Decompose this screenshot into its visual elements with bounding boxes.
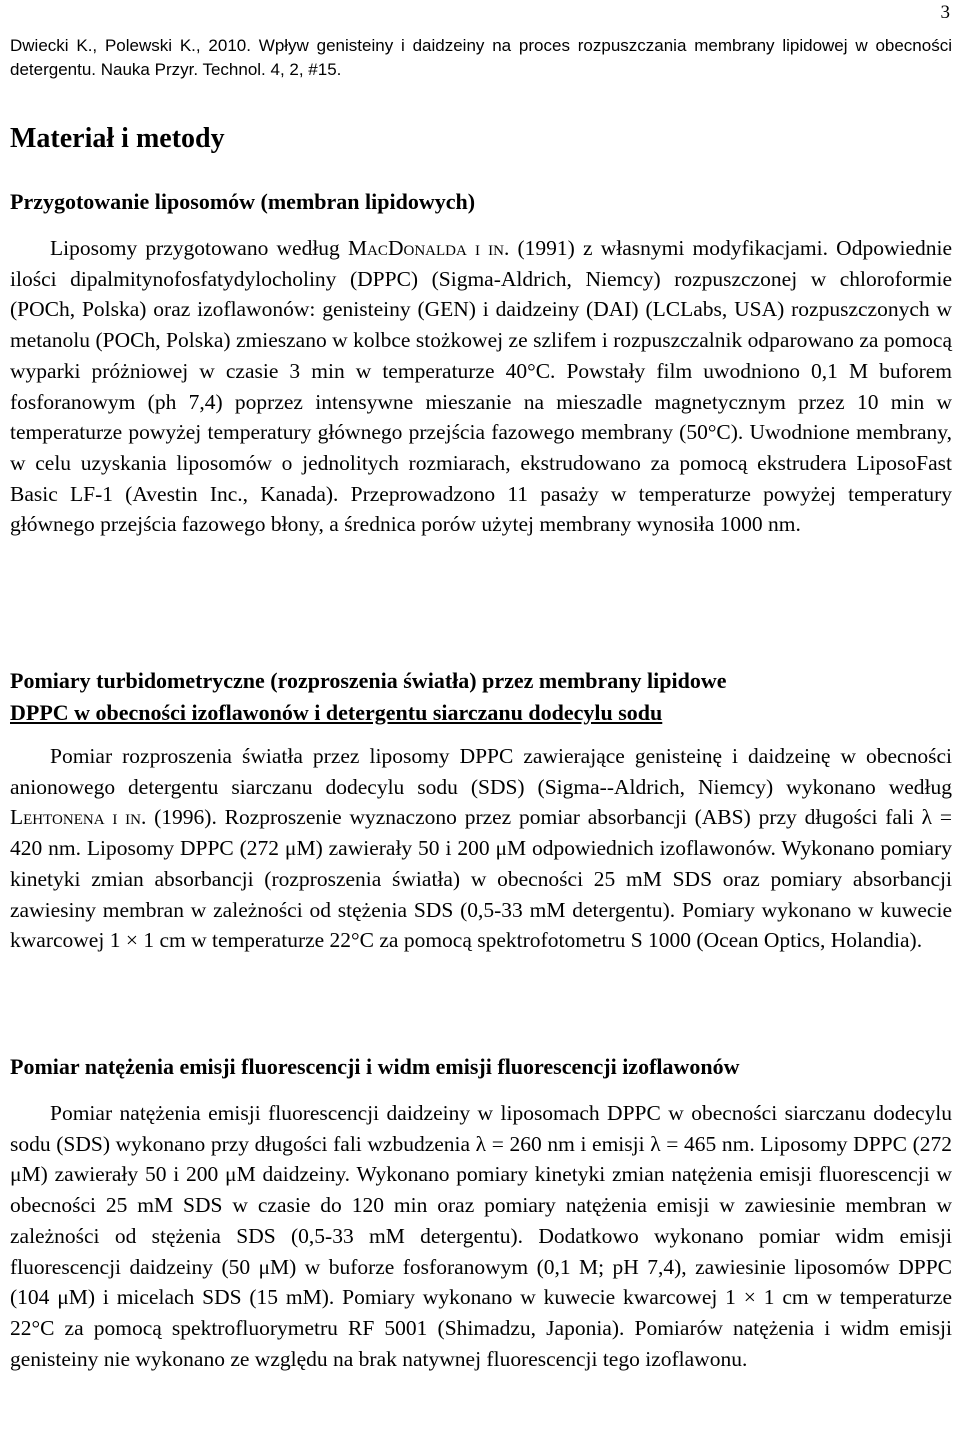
subheading-turbidimetry xyxy=(10,665,952,729)
author-name: Lehtonena xyxy=(10,805,105,830)
running-header xyxy=(10,34,952,82)
et-al: i in. xyxy=(474,236,510,260)
author-name: MacDonalda xyxy=(347,236,467,260)
page-number: 3 xyxy=(940,2,950,23)
running-header-line2: w obecności detergentu. Nauka Przyr. Technol. 4, 2, #15. xyxy=(10,36,952,79)
paragraph-text: Liposomy przygotowano według xyxy=(50,236,348,260)
paragraph-text: Pomiar rozproszenia światła przez liposomy DPPC zawierające genisteinę i daidzeinę w obecności anionowego detergentu siarczanu dodecylu sodu (SDS) (Sigma--Aldrich, Niemcy) wykonano według xyxy=(10,744,952,799)
subheading-liposome-preparation: Przygotowanie liposomów (membran lipidowych) xyxy=(10,189,476,214)
paragraph-text: (1991) z własnymi modyfikacjami. Odpowiednie ilości dipalmitynofosfatydylocholiny (DPPC) (Sigma-Aldrich, Niemcy) rozpuszczonej w chloroformie (POCh, Polska) oraz izoflawonów: genisteiny (GEN) i daidzeiny (DAI) (LCLabs, USA) rozpuszczonych w metanolu (POCh, Polska) zmieszano w kolbce stożkowej ze szlifem i rozpuszczalnik odparowano za pomocą wyparki próżniowej w czasie 3 min w temperaturze 40°C. Powstały film uwodniono 0,1 M buforem fosforanowym (ph 7,4) poprzez intensywne mieszanie na mieszadle magnetycznym przez 10 min w temperaturze powyżej temperatury głównego przejścia fazowego membrany (50°C). Uwodnione membrany, w celu uzyskania liposomów o jednolitych rozmiarach, ekstrudowano za pomocą ekstrudera LiposoFast Basic LF-1 (Avestin Inc., Kanada). Przeprowadzono 11 pasaży w temperaturze powyżej temperatury głównego przejścia fazowego błony, a średnica porów użytej membrany wynosiła 1000 nm. xyxy=(10,236,953,537)
paragraph-liposome-preparation xyxy=(10,233,952,540)
subheading-fluorescence: Pomiar natężenia emisji fluorescencji i widm emisji fluorescencji izoflawonów xyxy=(10,1054,740,1079)
subheading-line1: Pomiary turbidometryczne (rozproszenia światła) przez membrany lipidowe xyxy=(10,668,727,693)
et-al: i in. xyxy=(112,805,147,830)
paragraph-text: (1996). Rozproszenie wyznaczono przez pomiar absorbancji (ABS) przy długości fali λ = 420 nm. Liposomy DPPC (272 μM) zawierały 50 i 200 μM odpowiednich izoflawonów. Wykonano pomiary kinetyki zmian absorbancji (rozproszenia światła) w obecności 25 mM SDS oraz pomiary absorbancji zawiesiny membran w zależności od stężenia SDS (0,5-33 mM detergentu). Pomiary wykonano w kuwecie kwarcowej 1 × 1 cm w temperaturze 22°C za pomocą spektrofotometru S 1000 (Ocean Optics, Holandia). xyxy=(10,805,953,953)
paragraph-text: Pomiar natężenia emisji fluorescencji daidzeiny w liposomach DPPC w obecności siarczanu dodecylu sodu (SDS) wykonano przy długości fali wzbudzenia λ = 260 nm i emisji λ = 465 nm. Liposomy DPPC (272 μM) zawierały 50 i 200 μM daidzeiny. Wykonano pomiary kinetyki zmian natężenia emisji fluorescencji w obecności 25 mM SDS w czasie do 120 min oraz pomiary natężenia emisji w zawiesinie membran w zależności od stężenia SDS (0,5-33 mM detergentu). Dodatkowo wykonano pomiar widm emisji fluorescencji daidzeiny (50 μM) w buforze fosforanowym (0,1 M; pH 7,4), zawiesinie liposomów DPPC (104 μM) i micelach SDS (15 mM). Pomiary wykonano w kuwecie kwarcowej 1 × 1 cm w temperaturze 22°C za pomocą spektrofluorymetru RF 5001 (Shimadzu, Japonia). Pomiarów natężenia i widm emisji genisteiny nie wykonano ze względu na brak natywnej fluorescencji tego izoflawonu. xyxy=(10,1101,952,1371)
subheading-line2: DPPC w obecności izoflawonów i detergentu siarczanu dodecylu sodu xyxy=(10,700,663,725)
paragraph-fluorescence xyxy=(10,1098,952,1374)
section-title: Materiał i metody xyxy=(10,123,225,154)
paragraph-turbidimetry xyxy=(10,741,952,956)
running-header-line1: Dwiecki K., Polewski K., 2010. Wpływ genisteiny i daidzeiny na proces rozpuszczania membrany lipidowej xyxy=(10,36,848,55)
